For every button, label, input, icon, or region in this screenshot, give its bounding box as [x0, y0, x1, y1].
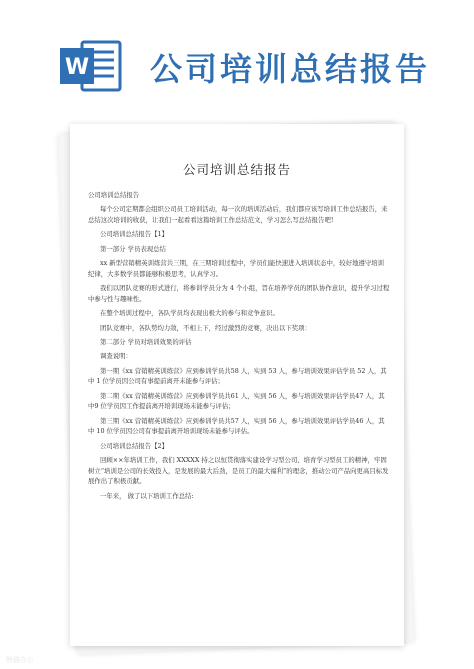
document-paragraph: 第二期《xx 营销精英训练营》应到参训学员共61 人，实到 56 人，参与培训效果评估学员47 人，其中9 位学员因工作提前离开培训现场未能参与评估；: [88, 391, 385, 411]
document-paragraph: 公司培训总结报告: [88, 191, 140, 199]
document-page: [70, 124, 404, 646]
document-paragraph: 公司培训总结报告【1】: [100, 230, 168, 239]
document-paragraph: 第三期《xx 营销精英训练营》应到参训学员共57 人，实到 56 人，参与培训效果评估学员46 人，其中 10 位学员因公司有事提前离开培训现场未能参与评估。: [88, 416, 385, 436]
document-paragraph: 在整个培训过程中，各队学员均表现出极大的参与和竞争意识。: [100, 309, 279, 318]
document-body: [88, 190, 390, 505]
document-paragraph: xx 新型营销精英训练营共三期，在三期培训过程中，学员们能快速进入培训状态中，较好地遵守培训纪律，大多数学员都能够积极思考，认真学习。: [88, 259, 385, 278]
banner-title: 公司培训总结报告: [150, 50, 431, 88]
watermark: 熊猫办公: [6, 656, 34, 664]
document-paragraph: 回顾××年培训工作，我们 XXXXX 持之以恒贯彻落实建设学习型公司、培育学习型员工的精神，牢固树立“培训是公司的长效投入，是发展的最大后劲，是员工的最大福利”的理念，推动公司产品向更高目标发展作出了积极贡献。: [88, 456, 389, 486]
document-paragraph: 第一期《xx 营销精英训练营》应到参训学员共58 人，实到 53 人，参与培训效果评估学员 52 人，其中 1 位学员因公司有事提前离开未能参与评估；: [88, 366, 387, 386]
document-paragraph: 第二部分 学员对培训效果的评估: [100, 337, 192, 346]
word-document-icon: [60, 38, 122, 94]
document-paragraph: 团队竞赛中，各队势均力敌，不相上下，经过激烈的竞赛，决出以下奖项：: [100, 323, 311, 332]
document-paragraph: 第一部分 学员表现总结: [100, 244, 166, 253]
document-paragraph: 调查说明：: [100, 352, 132, 361]
header-banner: [0, 0, 474, 118]
svg-text:W: W: [64, 55, 90, 80]
document-paragraph: 我们以团队竞赛的形式进行，将参训学员分为 4 个小组，旨在培养学员的团队协作意识，提升学习过程中参与性与趣味性。: [88, 284, 390, 303]
document-title: 公司培训总结报告: [182, 162, 291, 177]
document-paragraph: 每个公司定期都会组织公司员工培训活动，每一次的培训活动后，我们都应该写培训工作总结报告，来总结这次培训的收获，让我们一起看看这篇培训工作总结范文，学习怎么写总结报告吧!: [88, 205, 388, 224]
document-paragraph: 一年来， 做了以下培训工作总结:: [100, 491, 194, 500]
document-paragraph: 公司培训总结报告【2】: [100, 441, 168, 450]
